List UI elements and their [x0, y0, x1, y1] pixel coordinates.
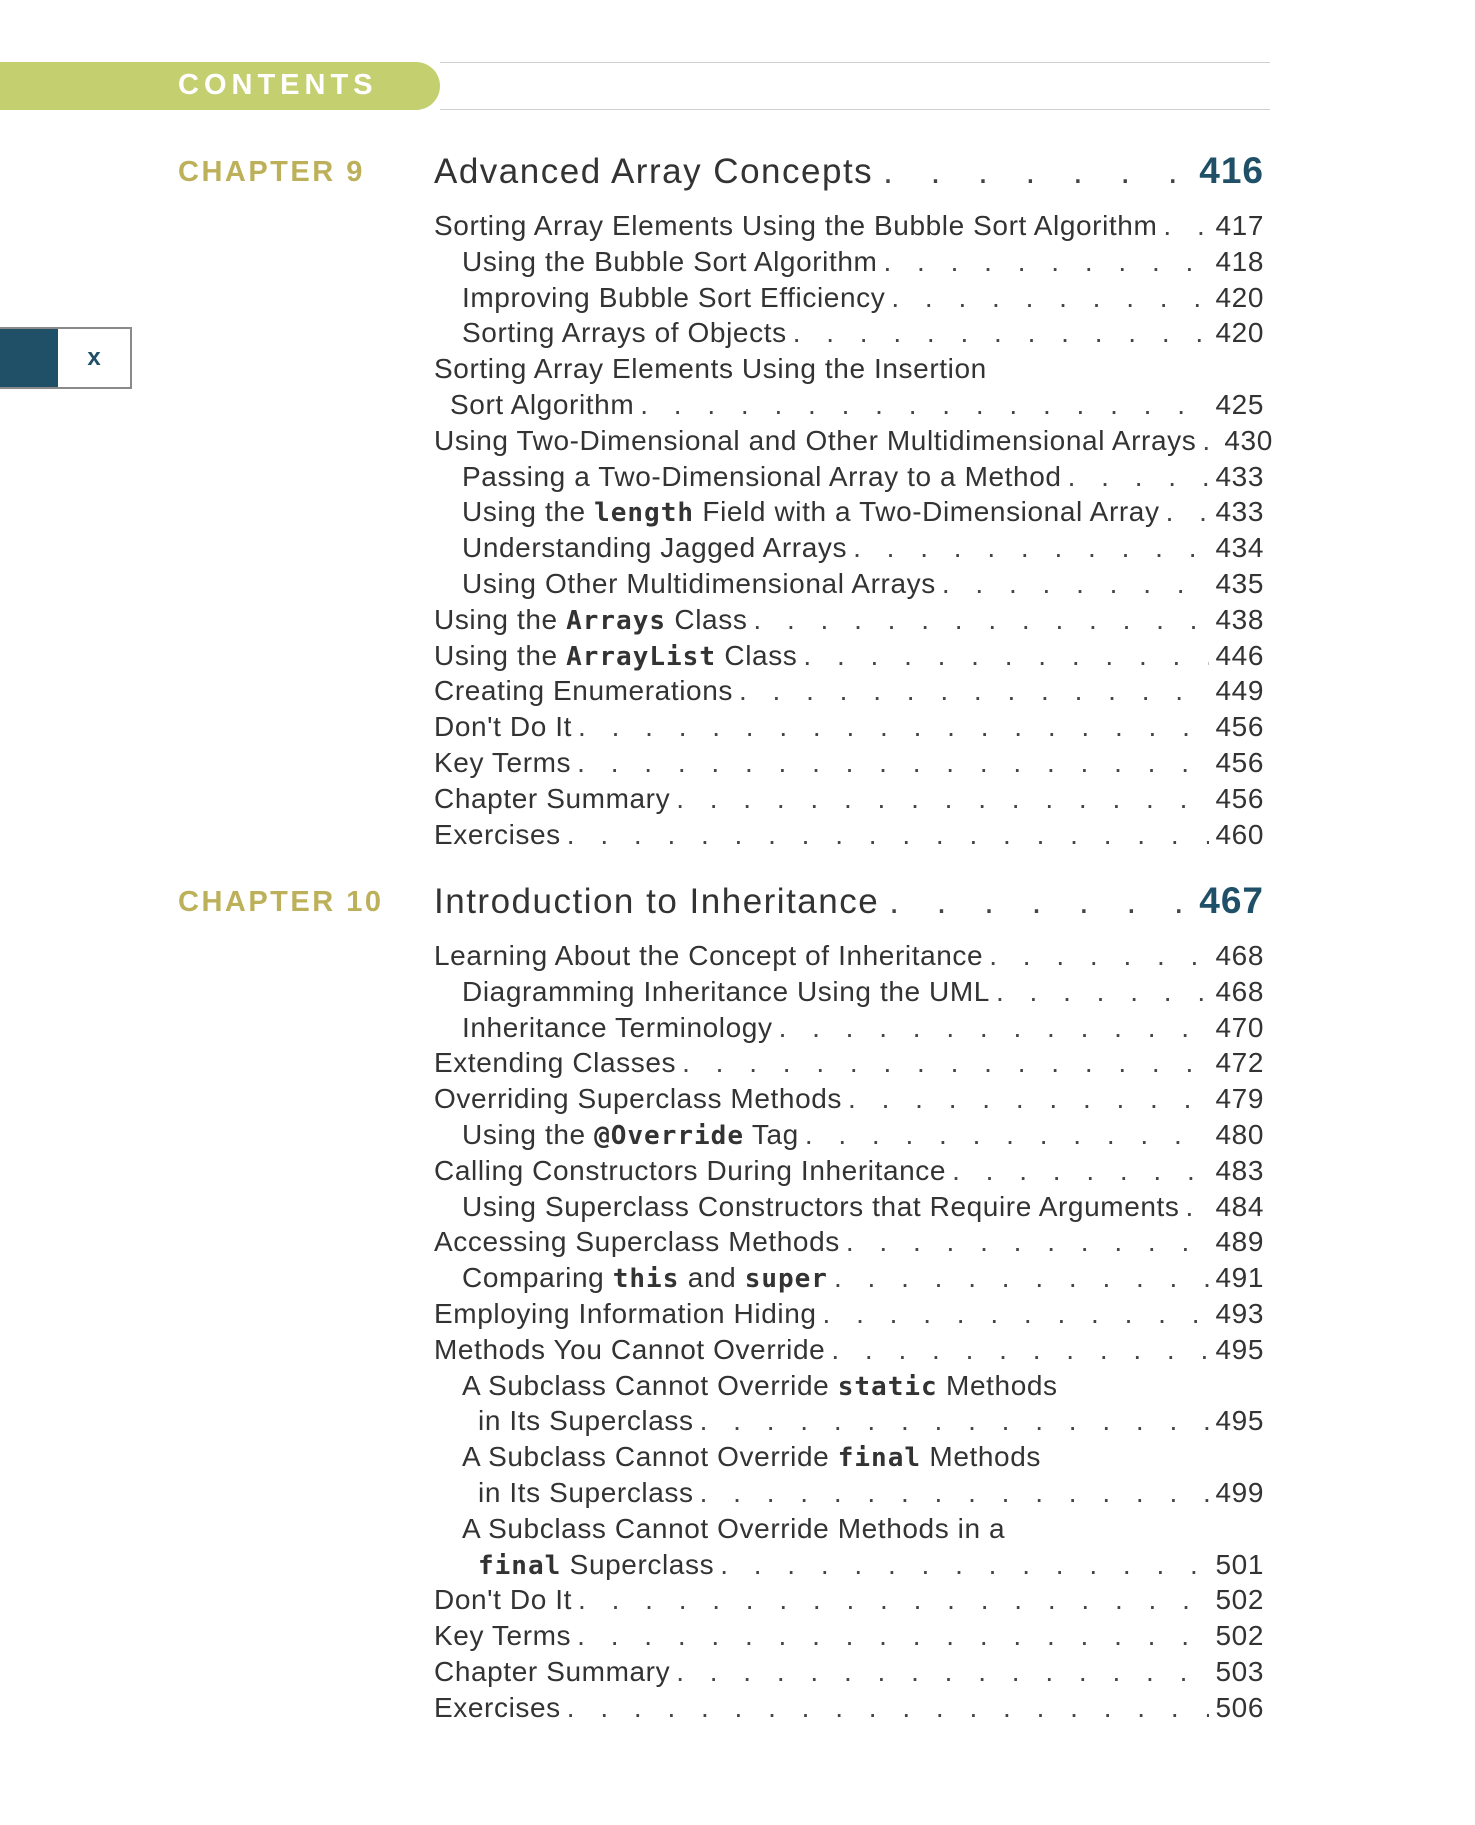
- leader-dots: [578, 711, 1209, 743]
- toc-entry-title: Accessing Superclass Methods: [434, 1226, 840, 1258]
- toc-entry[interactable]: [434, 532, 1264, 568]
- chapter-label: CHAPTER 10: [178, 886, 384, 918]
- toc-entry-page: 425: [1215, 388, 1264, 420]
- leader-dots: [952, 1155, 1209, 1187]
- entry-code: this: [612, 1264, 680, 1295]
- toc-entry-title: [462, 1441, 1041, 1473]
- toc-entry-page: 480: [1215, 1118, 1264, 1150]
- entry-text: Comparing: [462, 1262, 605, 1294]
- leader-dots: [700, 1405, 1210, 1437]
- entry-text: Tag: [751, 1118, 799, 1150]
- leader-dots: [577, 1620, 1209, 1652]
- toc-entry-title: Using the Bubble Sort Algorithm: [462, 245, 878, 277]
- toc-entry-title: Chapter Summary: [434, 1655, 671, 1687]
- toc-entry[interactable]: [434, 1226, 1264, 1262]
- entry-code: ArrayList: [566, 641, 716, 672]
- toc-entry[interactable]: [434, 424, 1273, 461]
- leader-dots: [779, 1012, 1210, 1044]
- toc-entry-page: 456: [1215, 746, 1264, 778]
- toc-entry-page: 430: [1224, 424, 1273, 456]
- toc-entry-page: 491: [1215, 1262, 1264, 1294]
- header-rule: [440, 62, 1270, 110]
- toc-entry-page: 501: [1215, 1548, 1264, 1580]
- toc-entry[interactable]: [434, 496, 1264, 532]
- leader-dots: [846, 1226, 1210, 1258]
- toc-entry[interactable]: [434, 783, 1264, 819]
- chapter-title-row[interactable]: [434, 880, 1264, 926]
- toc-entry-title: Extending Classes: [434, 1047, 677, 1079]
- toc-entry[interactable]: [434, 1155, 1264, 1191]
- entry-code: static: [837, 1371, 938, 1402]
- leader-dots: [640, 389, 1209, 421]
- toc-entry-title: [462, 1262, 828, 1294]
- toc-entry[interactable]: [434, 461, 1264, 497]
- entry-text: Methods: [929, 1441, 1041, 1473]
- toc-entry-page: 483: [1215, 1154, 1264, 1186]
- leader-dots: [848, 1083, 1209, 1115]
- toc-entry-title: Passing a Two-Dimensional Array to a Method: [462, 460, 1062, 492]
- entry-text: A Subclass Cannot Override: [462, 1369, 830, 1401]
- toc-entry[interactable]: [434, 246, 1264, 282]
- entry-code: Arrays: [566, 605, 667, 636]
- toc-entry[interactable]: [434, 1083, 1264, 1119]
- leader-dots: [883, 152, 1189, 192]
- leader-dots: [891, 282, 1209, 314]
- leader-dots: [567, 819, 1210, 851]
- leader-dots: [1166, 496, 1210, 528]
- toc-entry-page: 433: [1215, 460, 1264, 492]
- toc-entry-title: Don't Do It: [434, 1584, 573, 1616]
- toc-entry[interactable]: [434, 1262, 1264, 1298]
- toc-entry[interactable]: [434, 1119, 1264, 1155]
- page-number-tab: [0, 327, 132, 389]
- leader-dots: [682, 1047, 1209, 1079]
- toc-entry-title: [434, 604, 747, 636]
- toc-entry-title: Improving Bubble Sort Efficiency: [462, 281, 886, 313]
- leader-dots: [1068, 461, 1210, 493]
- toc-entry-title: in Its Superclass: [478, 1405, 694, 1437]
- toc-entry-page: 502: [1215, 1584, 1264, 1616]
- page-tab-marker: [0, 329, 58, 387]
- toc-entry-title: A Subclass Cannot Override Methods in a: [462, 1512, 1006, 1544]
- toc-entry[interactable]: [434, 1620, 1264, 1656]
- leader-dots: [676, 783, 1209, 815]
- leader-dots: [942, 568, 1210, 600]
- toc-entry[interactable]: [434, 317, 1264, 353]
- toc-entry[interactable]: [434, 940, 1264, 976]
- toc-entry-title: [434, 640, 797, 672]
- leader-dots: [1163, 210, 1209, 242]
- toc-entry[interactable]: [434, 1012, 1264, 1048]
- leader-dots: [739, 675, 1209, 707]
- leader-dots: [883, 246, 1209, 278]
- toc-entry-page: 479: [1215, 1083, 1264, 1115]
- toc-entry-page: 417: [1215, 210, 1264, 241]
- toc-entry-page: 484: [1215, 1190, 1264, 1222]
- toc-entry-title: Sorting Array Elements Using the Insertion: [434, 353, 987, 385]
- toc-entry[interactable]: [434, 1334, 1264, 1370]
- leader-dots: [996, 976, 1209, 1008]
- entry-text: Using the: [434, 639, 558, 671]
- toc-entry-page: 420: [1215, 317, 1264, 349]
- toc-entry-page: 460: [1215, 818, 1264, 850]
- toc-entry[interactable]: [434, 568, 1264, 604]
- leader-dots: [989, 940, 1209, 972]
- leader-dots: [578, 1584, 1209, 1616]
- chapter-entries: [434, 940, 1264, 1728]
- toc-entry-page: 495: [1215, 1405, 1264, 1437]
- entry-code: super: [744, 1264, 828, 1295]
- leader-dots: [853, 532, 1209, 564]
- toc-entry-page: 472: [1215, 1047, 1264, 1079]
- toc-entry-page: 456: [1215, 782, 1264, 814]
- toc-entry-title: Using Other Multidimensional Arrays: [462, 567, 936, 599]
- toc-entry[interactable]: [434, 604, 1264, 640]
- toc-entry-title: Sorting Array Elements Using the Bubble Sort Algorithm: [434, 210, 1158, 241]
- toc-entry-title: Employing Information Hiding: [434, 1297, 817, 1329]
- toc-entry-title: [462, 1119, 799, 1151]
- toc-entry-page: 418: [1215, 245, 1264, 277]
- entry-text: Class: [674, 603, 748, 635]
- toc-entry[interactable]: [434, 210, 1264, 246]
- toc-entry-title: [478, 1549, 714, 1581]
- toc-entry-page: 503: [1215, 1655, 1264, 1687]
- toc-entry-page: 446: [1215, 639, 1264, 671]
- toc-entry-title: Inheritance Terminology: [462, 1011, 773, 1043]
- toc-entry[interactable]: [434, 389, 1264, 425]
- toc-entry[interactable]: [434, 1692, 1264, 1728]
- chapter-entries: [434, 210, 1273, 854]
- leader-dots: [803, 640, 1209, 672]
- toc-entry-title: Chapter Summary: [434, 782, 671, 814]
- toc-entry[interactable]: [434, 1513, 1264, 1549]
- toc-entry[interactable]: [434, 353, 1264, 389]
- leader-dots: [753, 604, 1209, 636]
- toc-entry[interactable]: [434, 711, 1264, 747]
- toc-entry-title: Learning About the Concept of Inheritance: [434, 940, 984, 971]
- contents-header-tab: [0, 62, 440, 110]
- entry-text: Using the: [462, 1118, 586, 1150]
- toc-entry-page: 468: [1215, 940, 1264, 971]
- toc-entry-title: Using Two-Dimensional and Other Multidimensional Arrays: [434, 424, 1197, 456]
- toc-entry-page: 456: [1215, 711, 1264, 743]
- toc-entry-page: 449: [1215, 675, 1264, 707]
- toc-entry-title: [462, 496, 1160, 528]
- toc-entry[interactable]: [434, 1047, 1264, 1083]
- chapter-page: 416: [1199, 150, 1264, 191]
- leader-dots: [805, 1119, 1210, 1151]
- toc-entry[interactable]: [434, 1191, 1264, 1227]
- leader-dots: [793, 317, 1210, 349]
- toc-entry[interactable]: [434, 747, 1264, 783]
- entry-text: and: [687, 1262, 737, 1294]
- toc-entry-title: Sorting Arrays of Objects: [462, 317, 787, 349]
- entry-text: Using the: [434, 603, 558, 635]
- entry-text: A Subclass Cannot Override: [462, 1441, 830, 1473]
- entry-code: final: [837, 1443, 922, 1474]
- toc-entry[interactable]: [434, 1441, 1264, 1477]
- toc-entry-page: 502: [1215, 1620, 1264, 1652]
- toc-entry-title: Diagramming Inheritance Using the UML: [462, 975, 990, 1007]
- toc-entry-page: 506: [1215, 1691, 1264, 1723]
- toc-entry-page: 438: [1215, 603, 1264, 635]
- toc-entry-title: Overriding Superclass Methods: [434, 1083, 843, 1115]
- entry-text: Superclass: [569, 1548, 715, 1580]
- leader-dots: [676, 1656, 1209, 1688]
- toc-entry-title: Key Terms: [434, 746, 572, 778]
- toc-entry-page: 434: [1215, 532, 1264, 564]
- chapter-label: CHAPTER 9: [178, 156, 365, 188]
- leader-dots: [567, 1692, 1210, 1724]
- toc-entry[interactable]: [434, 819, 1264, 855]
- toc-entry-title: Creating Enumerations: [434, 675, 733, 707]
- leader-dots: [889, 882, 1189, 922]
- toc-entry[interactable]: [434, 1370, 1264, 1406]
- toc-entry-title: Understanding Jagged Arrays: [462, 532, 848, 564]
- toc-entry[interactable]: [434, 282, 1264, 318]
- entry-code: @Override: [594, 1120, 744, 1151]
- toc-entry-title: Using Superclass Constructors that Require Arguments: [462, 1190, 1180, 1222]
- toc-entry[interactable]: [434, 1298, 1264, 1334]
- leader-dots: [831, 1334, 1209, 1366]
- leader-dots: [720, 1549, 1209, 1581]
- chapter-title: Advanced Array Concepts: [434, 152, 874, 191]
- toc-entry-title: Methods You Cannot Override: [434, 1333, 826, 1365]
- toc-entry-title: Don't Do It: [434, 711, 573, 743]
- toc-entry-title: Sort Algorithm: [450, 388, 635, 420]
- leader-dots: [1202, 425, 1218, 457]
- toc-entry-page: 489: [1215, 1226, 1264, 1258]
- toc-entry-page: 495: [1215, 1333, 1264, 1365]
- contents-header: [0, 62, 1270, 110]
- toc-entry[interactable]: [434, 675, 1264, 711]
- toc-entry[interactable]: [434, 1656, 1264, 1692]
- chapter-title: Introduction to Inheritance: [434, 882, 880, 921]
- chapter-page: 467: [1199, 880, 1264, 921]
- toc-entry-page: 468: [1215, 975, 1264, 1007]
- entry-code: final: [478, 1550, 562, 1581]
- toc-entry[interactable]: [434, 1477, 1264, 1513]
- toc-entry-page: 433: [1215, 496, 1264, 528]
- page-number: x: [87, 344, 101, 371]
- entry-text: Field with a Two-Dimensional Array: [702, 496, 1160, 528]
- leader-dots: [823, 1298, 1210, 1330]
- toc-entry-title: Exercises: [434, 1691, 561, 1723]
- toc-entry[interactable]: [434, 640, 1264, 676]
- leader-dots: [700, 1477, 1210, 1509]
- toc-entry-title: Exercises: [434, 818, 561, 850]
- toc-entry-page: 420: [1215, 281, 1264, 313]
- toc-entry-title: Key Terms: [434, 1620, 572, 1652]
- chapter-title-row[interactable]: [434, 150, 1264, 196]
- toc-entry-title: Calling Constructors During Inheritance: [434, 1154, 947, 1186]
- leader-dots: [577, 747, 1209, 779]
- toc-entry-page: 435: [1215, 567, 1264, 599]
- entry-code: length: [594, 498, 695, 529]
- leader-dots: [834, 1262, 1210, 1294]
- toc-entry-title: in Its Superclass: [478, 1476, 694, 1508]
- toc-entry[interactable]: [434, 1405, 1264, 1441]
- toc-entry-page: 499: [1215, 1476, 1264, 1508]
- toc-entry[interactable]: [434, 1584, 1264, 1620]
- toc-entry[interactable]: [434, 976, 1264, 1012]
- leader-dots: [1186, 1191, 1210, 1223]
- toc-entry-page: 470: [1215, 1011, 1264, 1043]
- toc-entry-title: [462, 1370, 1058, 1402]
- entry-text: Methods: [946, 1369, 1058, 1401]
- entry-text: Using the: [462, 496, 586, 528]
- toc-entry[interactable]: [434, 1549, 1264, 1585]
- toc-entry-page: 493: [1215, 1297, 1264, 1329]
- contents-header-label: CONTENTS: [178, 69, 378, 101]
- entry-text: Class: [724, 639, 798, 671]
